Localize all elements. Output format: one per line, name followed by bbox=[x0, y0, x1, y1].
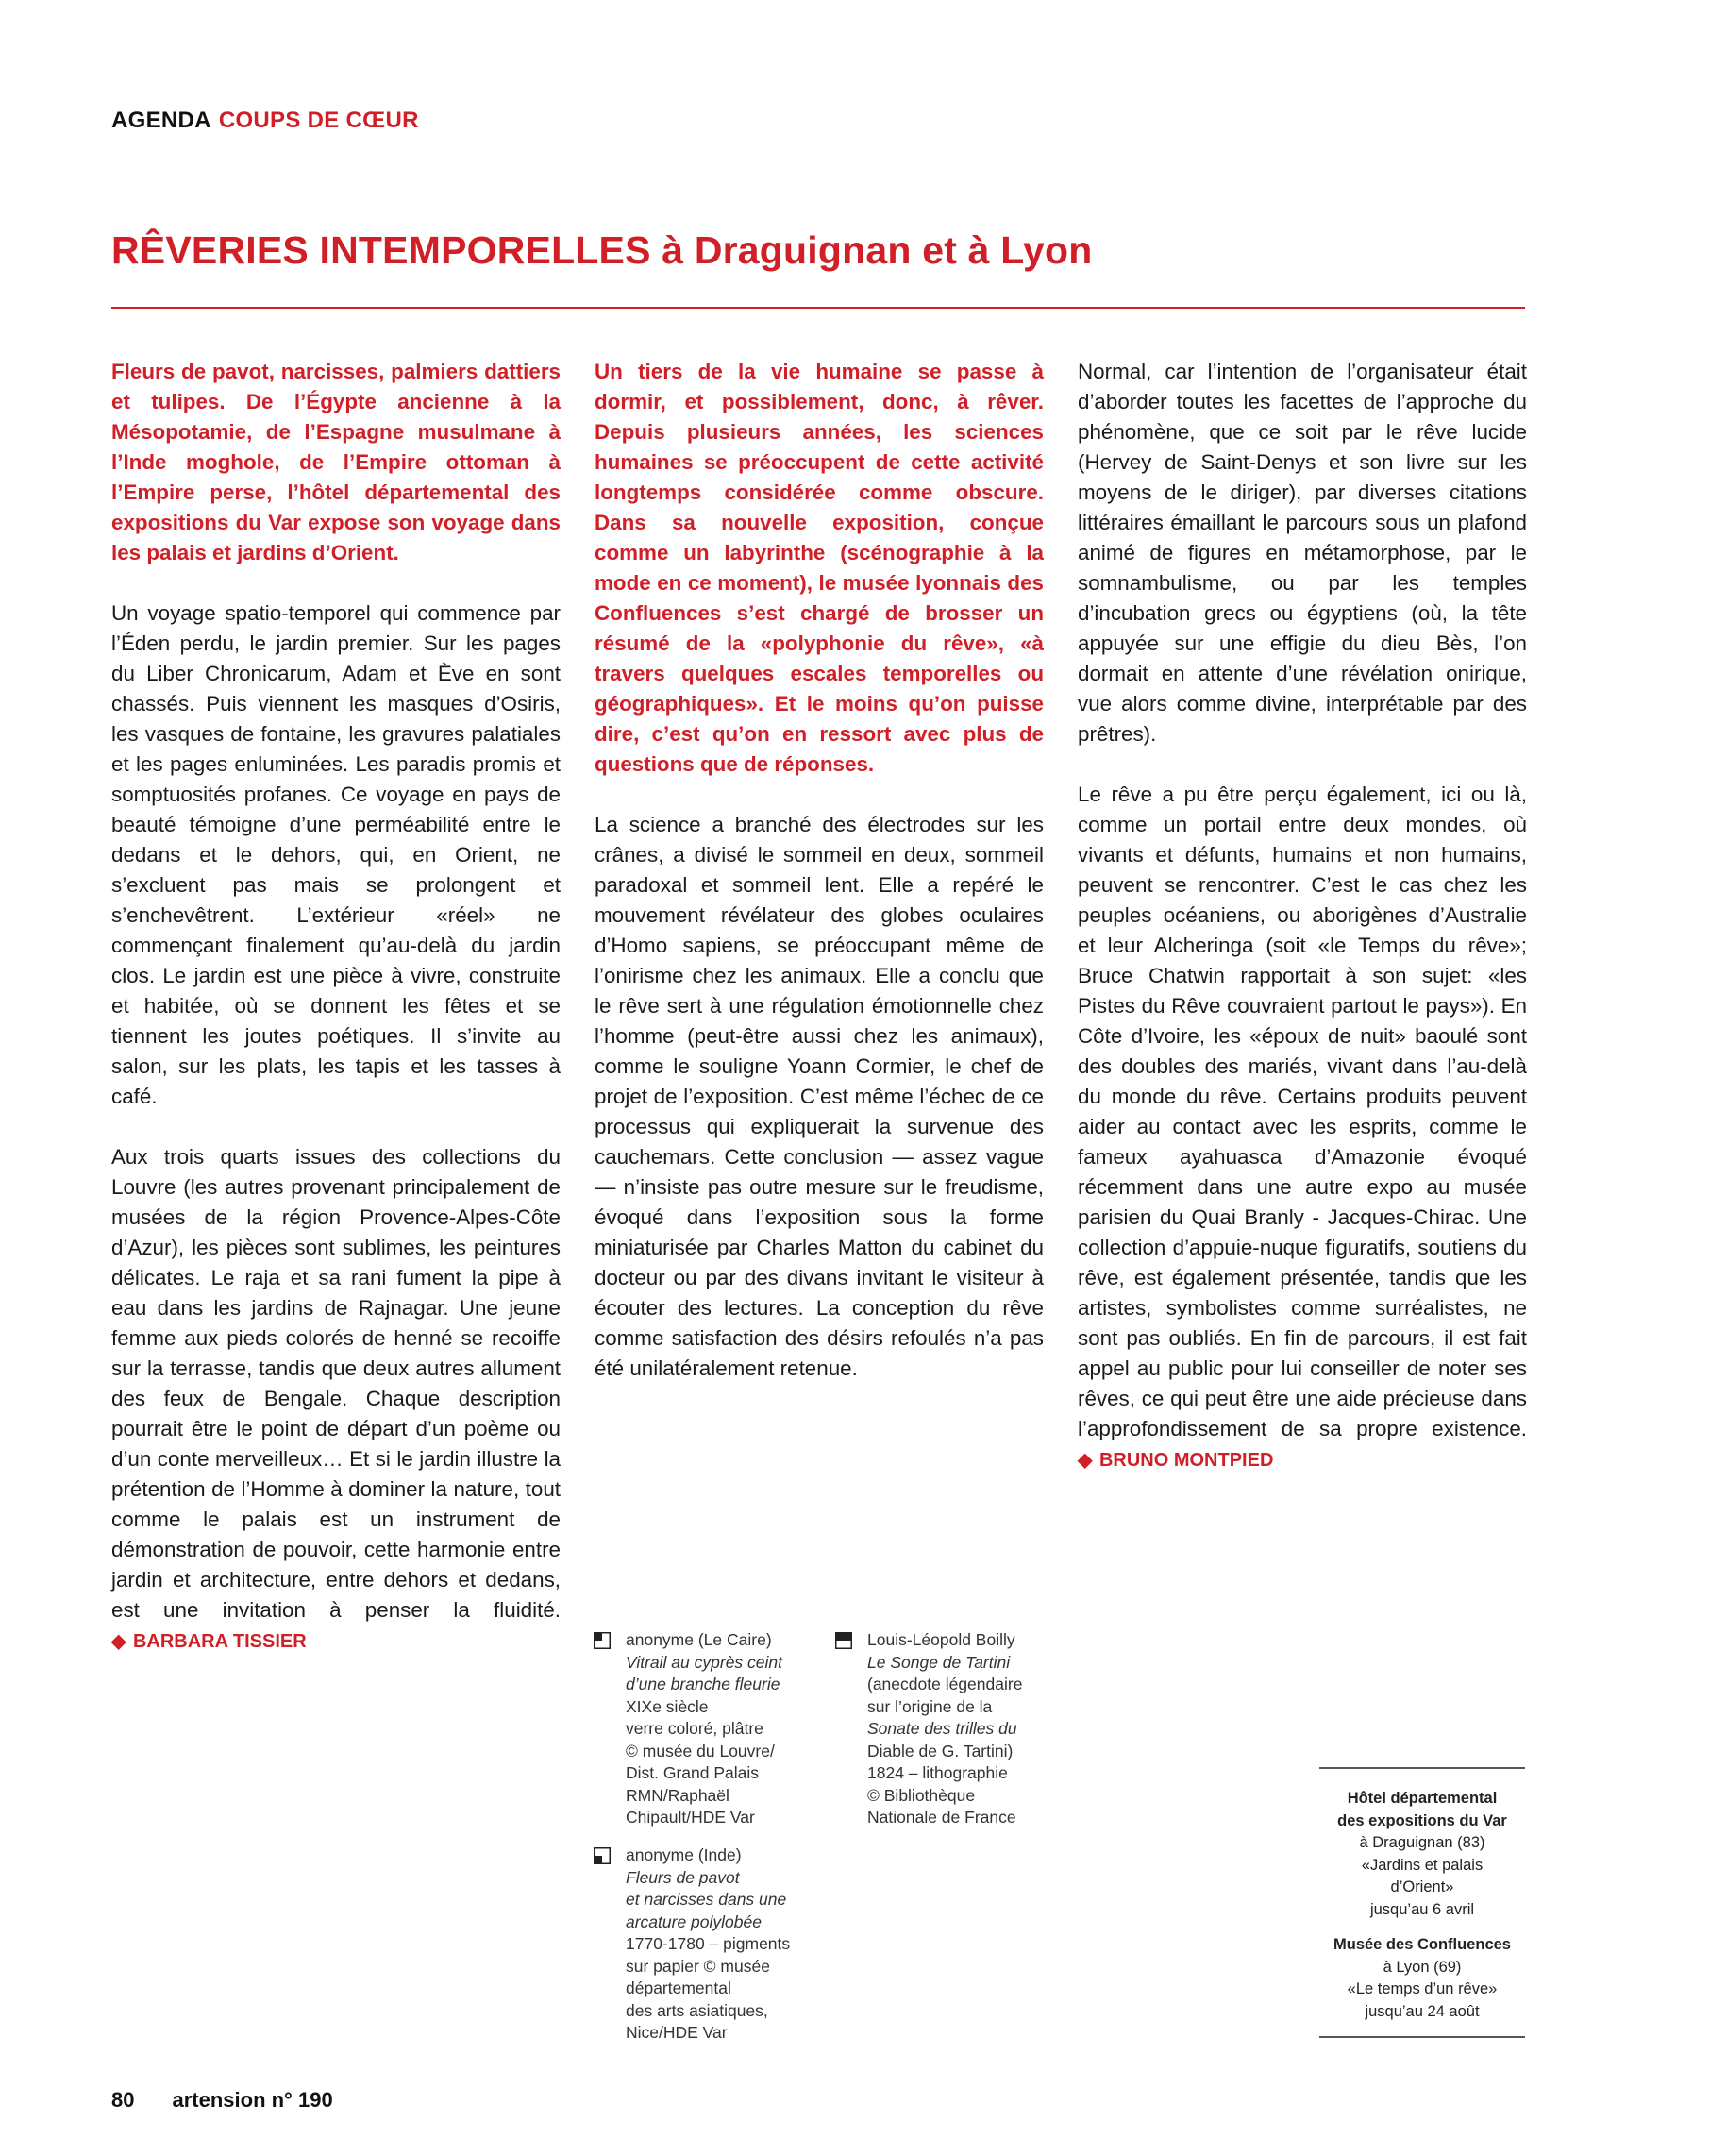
byline bbox=[1078, 1450, 1273, 1471]
caption-title: Fleurs de pavot bbox=[626, 1867, 740, 1887]
author-name: BARBARA TISSIER bbox=[132, 1631, 307, 1652]
page-footer bbox=[111, 2088, 333, 2113]
caption-info: départemental bbox=[626, 1979, 731, 1997]
caption-title: arcature polylobée bbox=[626, 1912, 762, 1931]
caption-artist: anonyme (Inde) bbox=[626, 1845, 742, 1864]
image-caption bbox=[626, 1629, 782, 1829]
caption-artist: anonyme (Le Caire) bbox=[626, 1630, 772, 1649]
caption-info: Dist. Grand Palais bbox=[626, 1763, 760, 1782]
caption-title: Vitrail au cyprès ceint bbox=[626, 1652, 783, 1672]
caption-info: 1824 – lithographie bbox=[867, 1763, 1008, 1782]
page-number: 80 bbox=[111, 2088, 135, 2112]
title-divider bbox=[111, 307, 1525, 309]
paragraph-text: Le rêve a pu être perçu également, ici ou là, comme un portail entre deux mondes, où vivants et défunts, humains et non humains, peuvent se rencontrer. C’est le cas chez les peuples océaniens, ou aborigènes d’Australie et leur Alcheringa (soit «le Temps du rêve»; Bruce Chatwin rapportait à son sujet: «les Pistes du Rêve couvraient partout le pays»). En Côte d’Ivoire, les «époux de nuit» baoulé sont des doubles des mariés, vivant dans l’au-delà du monde du rêve. Certains produits peuvent aider au contact avec les esprits, comme le fameux ayahuasca d’Amazonie évoqué récemment dans une autre expo au musée parisien du Quai Branly - Jacques-Chirac. Une collection d’appuie-nuque figuratifs, soutiens du rêve, est également présentée, tandis que les artistes, symbolistes comme surréalistes, ne sont pas oubliés. En fin de parcours, il est fait appel au public pour lui conseiller de noter ses rêves, ce qui peut être une aide précieuse dans l’approfondissement de sa propre existence. bbox=[1078, 783, 1527, 1440]
caption-title: d’une branche fleurie bbox=[626, 1675, 780, 1693]
lead-paragraph: Un tiers de la vie humaine se passe à dormir, et possiblement, donc, à rêver. Depuis plusieurs années, les sciences humaines se préoccupent de cette activité longtemps considérée comme obscure. Dans sa nouvelle exposition, conçue comme un labyrinthe (scénographie à la mode en ce moment), le musée lyonnais des Confluences s’est chargé de brosser un résumé de la «polyphonie du rêve», «à travers quelques escales temporelles ou géographiques». Et le moins qu’on puisse dire, c’est qu’on en ressort avec plus de questions que de réponses. bbox=[595, 360, 1044, 776]
caption-info: RMN/Raphaël bbox=[626, 1785, 729, 1805]
caption-info: Diable de G. Tartini) bbox=[867, 1741, 1014, 1760]
caption-info: Nice/HDE Var bbox=[626, 2023, 728, 2042]
caption-title: Le Songe de Tartini bbox=[867, 1652, 1011, 1672]
caption-info: sur papier © musée bbox=[626, 1956, 770, 1976]
venue-name: des expositions du Var bbox=[1337, 1811, 1507, 1829]
exhibition-dates: jusqu’au 24 août bbox=[1365, 2002, 1480, 2020]
diamond-icon: ◆ bbox=[111, 1631, 126, 1652]
image-position-top-left-icon bbox=[594, 1632, 611, 1649]
body-paragraph: La science a branché des électrodes sur les crânes, a divisé le sommeil en deux, sommeil paradoxal et sommeil lent. Elle a repéré le mouvement révélateur des globes oculaires d’Homo sapiens, se préoccupant même de l’onirisme chez les animaux. Elle a conclu que le rêve sert à une régulation émotionnelle chez l’homme (peut-être aussi chez les animaux), comme le souligne Yoann Cormier, le chef de projet de l’exposition. C’est même l’échec de ce processus qui expliquerait la survenue des cauchemars. Cette conclusion — assez vague — n’insiste pas outre mesure sur le freudisme, évoqué dans l’exposition sous la forme miniaturisée par Charles Matton du cabinet du docteur ou par des divans invitant le visiteur à écouter des lectures. La conception du rêve comme satisfaction des désirs refoulés n’a pas été unilatéralement retenue. bbox=[595, 813, 1044, 1380]
lead-paragraph: Fleurs de pavot, narcisses, palmiers dattiers et tulipes. De l’Égypte ancienne à la Mésopotamie, de l’Espagne musulmane à l’Inde moghole, de l’Empire ottoman à l’Empire perse, l’hôtel départemental des expositions du Var expose son voyage dans les palais et jardins d’Orient. bbox=[111, 360, 561, 564]
spacer bbox=[1319, 1921, 1525, 1934]
diamond-icon: ◆ bbox=[1078, 1450, 1093, 1471]
caption-info: verre coloré, plâtre bbox=[626, 1719, 763, 1738]
caption-info: 1770-1780 – pigments bbox=[626, 1934, 791, 1953]
exhibition-title: «Le temps d’un rêve» bbox=[1347, 1980, 1498, 1997]
article-column-3 bbox=[1078, 357, 1527, 1506]
venue-city: à Draguignan (83) bbox=[1359, 1834, 1485, 1851]
body-paragraph: Normal, car l’intention de l’organisateur était d’aborder toutes les facettes de l’approche du phénomène, que ce soit par le rêve lucide (Hervey de Saint-Denys et son livre sur les moyens de le diriger), par diverses citations littéraires émaillant le parcours sous un plafond animé de figures en métamorphose, par le somnambulisme, ou par les temples d’incubation grecs ou égyptiens (où, la tête appuyée sur une effigie du dieu Bès, l’on dormait en attente d’une révélation onirique, vue alors comme divine, interprétable par des prêtres). bbox=[1078, 360, 1527, 746]
magazine-issue: artension n° 190 bbox=[172, 2088, 333, 2112]
caption-title: et narcisses dans une bbox=[626, 1890, 787, 1909]
exhibition-title: «Jardins et palais bbox=[1361, 1856, 1484, 1874]
page-title: RÊVERIES INTEMPORELLES à Draguignan et à Lyon bbox=[111, 228, 1093, 272]
image-position-top-right-icon bbox=[835, 1632, 852, 1649]
caption-info: (anecdote légendaire bbox=[867, 1675, 1023, 1693]
exhibition-title: d’Orient» bbox=[1390, 1878, 1454, 1895]
venue-name: Musée des Confluences bbox=[1333, 1936, 1511, 1953]
paragraph-text: Aux trois quarts issues des collections du Louvre (les autres provenant principalement de musées de la région Provence-Alpes-Côte d’Azur), les pièces sont sublimes, les peintures délicates. Le raja et sa rani fument la pipe à eau dans les jardins de Rajnagar. Une jeune femme aux pieds colorés de henné se recoiffe sur la terrasse, tandis que deux autres allument des feux de Bengale. Chaque description pourrait être le point de départ d’un poème ou d’un conte merveilleux… Et si le jardin illustre la prétention de l’Homme à dominer la nature, tout comme le palais est un instrument de démonstration de pouvoir, cette harmonie entre jardin et architecture, entre dehors et dedans, est une invitation à penser la fluidité. bbox=[111, 1145, 561, 1622]
caption-info: Sonate des trilles du bbox=[867, 1719, 1017, 1738]
author-name: BRUNO MONTPIED bbox=[1098, 1450, 1274, 1471]
caption-info: © Bibliothèque bbox=[867, 1785, 976, 1805]
venue-city: à Lyon (69) bbox=[1383, 1958, 1462, 1976]
caption-info: XIXe siècle bbox=[626, 1696, 709, 1716]
caption-info: Chipault/HDE Var bbox=[626, 1808, 755, 1827]
caption-info: Nationale de France bbox=[867, 1808, 1016, 1827]
body-paragraph bbox=[111, 1142, 561, 1657]
byline bbox=[111, 1631, 307, 1652]
article-column-1 bbox=[111, 357, 561, 1687]
caption-artist: Louis-Léopold Boilly bbox=[867, 1630, 1015, 1649]
exhibition-dates: jusqu’au 6 avril bbox=[1369, 1900, 1475, 1918]
section-label: AGENDA bbox=[111, 108, 211, 133]
section-header bbox=[111, 108, 419, 134]
venue-name: Hôtel départemental bbox=[1347, 1790, 1498, 1807]
body-paragraph bbox=[1078, 780, 1527, 1475]
caption-info: sur l’origine de la bbox=[867, 1696, 993, 1716]
caption-info: des arts asiatiques, bbox=[626, 2000, 768, 2020]
body-paragraph: Un voyage spatio-temporel qui commence par l’Éden perdu, le jardin premier. Sur les pages du Liber Chronicarum, Adam et Ève en sont chassés. Puis viennent les masques d’Osiris, les vasques de fontaine, les gravures palatiales et les pages enluminées. Les paradis promis et somptuosités profanes. Ce voyage en pays de beauté témoigne d’une perméabilité entre le dedans et le dehors, qui, en Orient, ne s’excluent pas mais se prolongent et s’enchevêtrent. L’extérieur «réel» ne commençant finalement qu’au-delà du jardin clos. Le jardin est une pièce à vivre, construite et habitée, où se donnent les fêtes et se tiennent les joutes poétiques. Il s’invite au salon, sur les plats, les tapis et les tasses à café. bbox=[111, 601, 561, 1108]
image-caption bbox=[867, 1629, 1022, 1829]
image-position-bottom-left-icon bbox=[594, 1847, 611, 1864]
exhibition-info-box bbox=[1319, 1767, 1525, 2038]
image-caption bbox=[626, 1844, 790, 2045]
article-column-2 bbox=[595, 357, 1044, 1414]
caption-info: © musée du Louvre/ bbox=[626, 1741, 775, 1760]
category-label: COUPS DE CŒUR bbox=[218, 108, 419, 133]
